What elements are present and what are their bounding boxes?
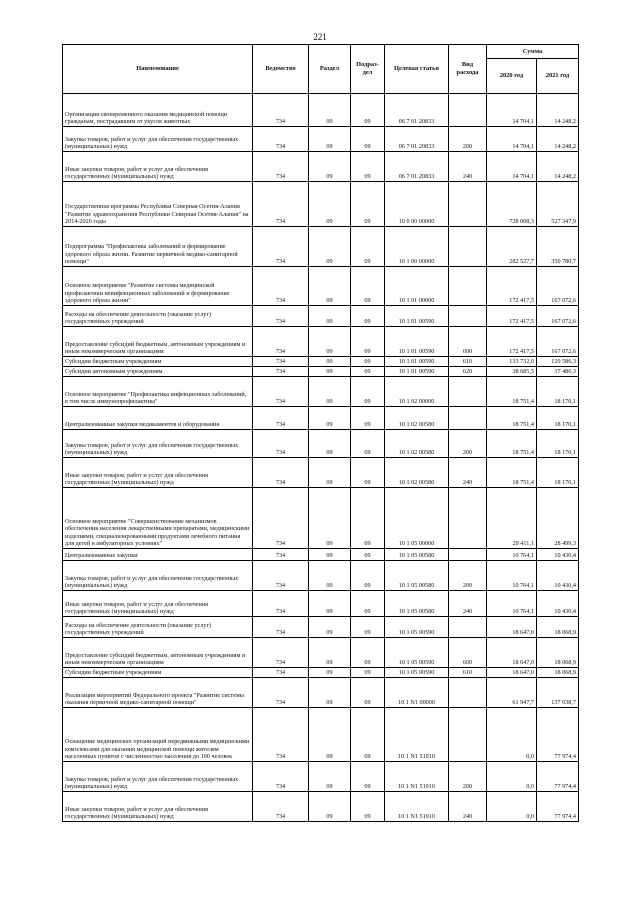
table-row <box>63 488 579 549</box>
row-sum-2021: 18 170,1 <box>537 458 579 488</box>
row-sum-2020: 728 008,3 <box>487 182 537 227</box>
row-name: Подпрограмма "Профилактика заболеваний и формирование здорового образа жизни. Развитие первичной медико-санитарной помощи" <box>63 227 253 267</box>
row-subsection: 09 <box>351 638 385 668</box>
row-sum-2021: 10 430,4 <box>537 591 579 617</box>
row-sum-2020: 29 411,1 <box>487 488 537 549</box>
row-sum-2020: 18 647,0 <box>487 668 537 678</box>
table-row <box>63 152 579 182</box>
row-section: 09 <box>309 430 351 458</box>
row-name: Централизованные закупки <box>63 549 253 561</box>
table-row <box>63 267 579 306</box>
row-sum-2020: 0,0 <box>487 792 537 822</box>
row-subsection: 09 <box>351 488 385 549</box>
row-department: 734 <box>253 327 309 357</box>
row-subsection: 09 <box>351 617 385 638</box>
row-subsection: 09 <box>351 561 385 591</box>
row-target: 10 1 02 00000 <box>385 377 449 407</box>
row-subsection: 09 <box>351 377 385 407</box>
page-number: 221 <box>313 32 327 42</box>
row-section: 09 <box>309 267 351 306</box>
row-sum-2020: 10 764,1 <box>487 549 537 561</box>
row-target: 10 1 01 00000 <box>385 267 449 306</box>
row-subsection: 09 <box>351 152 385 182</box>
row-sum-2021: 18 170,1 <box>537 377 579 407</box>
row-expense-type <box>449 227 487 267</box>
row-department: 734 <box>253 458 309 488</box>
table-row <box>63 430 579 458</box>
row-target: 10 1 01 00590 <box>385 357 449 367</box>
row-target: 10 1 01 00590 <box>385 367 449 377</box>
row-department: 734 <box>253 638 309 668</box>
table-row <box>63 549 579 561</box>
row-sum-2021: 18 068,9 <box>537 617 579 638</box>
row-department: 734 <box>253 94 309 127</box>
row-expense-type <box>449 617 487 638</box>
row-name: Основное мероприятие "Развитие системы медицинской профилактики неинфекционных заболеваний и формирование здорового образа жизни" <box>63 267 253 306</box>
table-row <box>63 668 579 678</box>
row-department: 734 <box>253 488 309 549</box>
row-sum-2021: 18 068,9 <box>537 638 579 668</box>
row-target: 06 7 01 20833 <box>385 127 449 152</box>
row-expense-type <box>449 488 487 549</box>
row-expense-type: 610 <box>449 357 487 367</box>
row-expense-type: 200 <box>449 762 487 792</box>
row-expense-type: 240 <box>449 792 487 822</box>
row-section: 09 <box>309 94 351 127</box>
row-name: Закупка товаров, работ и услуг для обеспечения государственных (муниципальных) нужд <box>63 127 253 152</box>
row-name: Предоставление субсидий бюджетным, автономным учреждениям и иным некоммерческим организациям <box>63 327 253 357</box>
row-expense-type <box>449 377 487 407</box>
row-department: 734 <box>253 227 309 267</box>
row-sum-2021: 10 430,4 <box>537 561 579 591</box>
row-sum-2020: 38 685,5 <box>487 367 537 377</box>
header-year-2020: 2020 год <box>487 59 537 94</box>
row-sum-2021: 167 072,6 <box>537 327 579 357</box>
table-row <box>63 407 579 430</box>
row-sum-2021: 350 780,7 <box>537 227 579 267</box>
row-subsection: 09 <box>351 678 385 708</box>
row-sum-2021: 18 170,1 <box>537 430 579 458</box>
row-name: Субсидии бюджетным учреждениям <box>63 668 253 678</box>
row-name: Реализация мероприятий Федерального проекта "Развитие системы оказания первичной медико-санитарной помощи" <box>63 678 253 708</box>
row-sum-2021: 77 974,4 <box>537 708 579 762</box>
row-section: 09 <box>309 152 351 182</box>
row-name: Расходы на обеспечение деятельности (оказание услуг) государственных учреждений <box>63 306 253 327</box>
row-department: 734 <box>253 678 309 708</box>
row-section: 09 <box>309 127 351 152</box>
row-section: 09 <box>309 182 351 227</box>
row-department: 734 <box>253 182 309 227</box>
header-year-2021: 2021 год <box>537 59 579 94</box>
row-subsection: 09 <box>351 430 385 458</box>
row-expense-type <box>449 94 487 127</box>
row-sum-2021: 14 248,2 <box>537 152 579 182</box>
row-sum-2021: 167 072,6 <box>537 306 579 327</box>
row-subsection: 09 <box>351 407 385 430</box>
table-row <box>63 591 579 617</box>
row-sum-2021: 167 072,6 <box>537 267 579 306</box>
row-sum-2020: 14 704,1 <box>487 127 537 152</box>
row-section: 09 <box>309 617 351 638</box>
row-sum-2020: 0,0 <box>487 708 537 762</box>
row-name: Субсидии бюджетным учреждениям <box>63 357 253 367</box>
row-expense-type <box>449 267 487 306</box>
row-sum-2021: 18 068,9 <box>537 668 579 678</box>
row-sum-2021: 77 974,4 <box>537 762 579 792</box>
row-subsection: 09 <box>351 762 385 792</box>
row-sum-2020: 14 704,1 <box>487 152 537 182</box>
row-target: 10 1 N1 51910 <box>385 708 449 762</box>
row-expense-type <box>449 407 487 430</box>
row-sum-2021: 14 248,2 <box>537 94 579 127</box>
row-sum-2021: 129 586,3 <box>537 357 579 367</box>
row-target: 10 1 05 00590 <box>385 617 449 638</box>
row-target: 10 1 05 00590 <box>385 668 449 678</box>
header-section: Раздел <box>309 45 351 94</box>
row-expense-type: 620 <box>449 367 487 377</box>
table-row <box>63 94 579 127</box>
row-expense-type: 240 <box>449 152 487 182</box>
row-sum-2020: 18 751,4 <box>487 407 537 430</box>
row-expense-type: 200 <box>449 561 487 591</box>
row-department: 734 <box>253 617 309 638</box>
header-subsection: Подраз- дел <box>351 45 385 94</box>
row-target: 10 1 N1 00000 <box>385 678 449 708</box>
row-sum-2021: 77 974,4 <box>537 792 579 822</box>
row-expense-type <box>449 708 487 762</box>
row-name: Иные закупки товаров, работ и услуг для обеспечения государственных (муниципальных) нужд <box>63 152 253 182</box>
row-expense-type: 600 <box>449 638 487 668</box>
row-expense-type: 200 <box>449 127 487 152</box>
table-row <box>63 127 579 152</box>
row-section: 09 <box>309 668 351 678</box>
row-name: Организация своевременного оказания медицинской помощи гражданам, пострадавшим от укусов животных <box>63 94 253 127</box>
row-department: 734 <box>253 668 309 678</box>
table-row <box>63 617 579 638</box>
row-target: 10 1 05 00580 <box>385 591 449 617</box>
table-row <box>63 638 579 668</box>
row-name: Субсидии автономным учреждениям <box>63 367 253 377</box>
row-sum-2020: 172 417,5 <box>487 267 537 306</box>
row-subsection: 09 <box>351 367 385 377</box>
row-subsection: 09 <box>351 792 385 822</box>
row-target: 10 1 01 00590 <box>385 306 449 327</box>
row-name: Закупка товаров, работ и услуг для обеспечения государственных (муниципальных) нужд <box>63 561 253 591</box>
row-target: 10 1 05 00580 <box>385 561 449 591</box>
row-target: 10 1 05 00580 <box>385 549 449 561</box>
row-section: 09 <box>309 367 351 377</box>
row-subsection: 09 <box>351 357 385 367</box>
row-subsection: 09 <box>351 668 385 678</box>
budget-table <box>62 44 579 822</box>
row-sum-2021: 28 499,3 <box>537 488 579 549</box>
row-sum-2020: 18 647,0 <box>487 638 537 668</box>
row-name: Оснащение медицинских организаций передвижными медицинскими комплексами для оказания медицинской помощи жителям населенных пунктов с численностью населения до 100 человек <box>63 708 253 762</box>
table-row <box>63 227 579 267</box>
row-subsection: 09 <box>351 708 385 762</box>
table-row <box>63 708 579 762</box>
table-row <box>63 367 579 377</box>
row-target: 10 1 00 00000 <box>385 227 449 267</box>
row-name: Иные закупки товаров, работ и услуг для обеспечения государственных (муниципальных) нужд <box>63 591 253 617</box>
header-target: Целевая статья <box>385 45 449 94</box>
row-name: Закупка товаров, работ и услуг для обеспечения государственных (муниципальных) нужд <box>63 430 253 458</box>
row-expense-type: 600 <box>449 327 487 357</box>
row-target: 10 1 05 00000 <box>385 488 449 549</box>
row-department: 734 <box>253 127 309 152</box>
row-sum-2020: 0,0 <box>487 762 537 792</box>
row-subsection: 09 <box>351 327 385 357</box>
row-section: 09 <box>309 377 351 407</box>
row-sum-2020: 18 751,4 <box>487 377 537 407</box>
row-subsection: 09 <box>351 267 385 306</box>
row-department: 734 <box>253 357 309 367</box>
row-section: 09 <box>309 549 351 561</box>
row-section: 09 <box>309 762 351 792</box>
row-target: 10 1 02 00580 <box>385 430 449 458</box>
row-subsection: 09 <box>351 227 385 267</box>
row-sum-2021: 137 038,7 <box>537 678 579 708</box>
row-name: Закупка товаров, работ и услуг для обеспечения государственных (муниципальных) нужд <box>63 762 253 792</box>
row-section: 09 <box>309 678 351 708</box>
row-sum-2020: 18 647,0 <box>487 617 537 638</box>
table-row <box>63 377 579 407</box>
table-row <box>63 182 579 227</box>
row-name: Предоставление субсидий бюджетным, автономным учреждениям и иным некоммерческим организациям <box>63 638 253 668</box>
table-row <box>63 357 579 367</box>
header-sum: Сумма <box>487 45 579 59</box>
table-row <box>63 306 579 327</box>
row-department: 734 <box>253 267 309 306</box>
row-section: 09 <box>309 227 351 267</box>
row-section: 09 <box>309 792 351 822</box>
row-expense-type <box>449 678 487 708</box>
row-department: 734 <box>253 792 309 822</box>
row-sum-2020: 10 764,1 <box>487 561 537 591</box>
row-section: 09 <box>309 327 351 357</box>
row-department: 734 <box>253 762 309 792</box>
row-subsection: 09 <box>351 591 385 617</box>
row-target: 10 1 02 00580 <box>385 458 449 488</box>
row-section: 09 <box>309 708 351 762</box>
row-department: 734 <box>253 561 309 591</box>
row-expense-type: 610 <box>449 668 487 678</box>
row-subsection: 09 <box>351 549 385 561</box>
row-sum-2021: 18 170,1 <box>537 407 579 430</box>
row-department: 734 <box>253 152 309 182</box>
row-name: Основное мероприятие "Совершенствование механизмов обеспечения населения лекарственными препаратами, медицинскими изделиями, специализированными продуктами лечебного питания для детей в амбулаторных условиях" <box>63 488 253 549</box>
row-subsection: 09 <box>351 306 385 327</box>
row-target: 06 7 01 20833 <box>385 152 449 182</box>
table-body <box>63 94 579 822</box>
row-subsection: 09 <box>351 127 385 152</box>
row-subsection: 09 <box>351 182 385 227</box>
row-expense-type: 240 <box>449 458 487 488</box>
row-section: 09 <box>309 488 351 549</box>
row-name: Основное мероприятие "Профилактика инфекционных заболеваний, в том числе иммунопрофилактика" <box>63 377 253 407</box>
row-name: Иные закупки товаров, работ и услуг для обеспечения государственных (муниципальных) нужд <box>63 458 253 488</box>
row-section: 09 <box>309 407 351 430</box>
row-sum-2021: 527 347,9 <box>537 182 579 227</box>
row-department: 734 <box>253 407 309 430</box>
row-name: Расходы на обеспечение деятельности (оказание услуг) государственных учреждений <box>63 617 253 638</box>
row-target: 10 1 01 00590 <box>385 327 449 357</box>
row-expense-type <box>449 549 487 561</box>
row-department: 734 <box>253 306 309 327</box>
row-sum-2020: 133 732,0 <box>487 357 537 367</box>
header-name: Наименование <box>63 45 253 94</box>
row-name: Государственная программа Республики Северная Осетия-Алания "Развитие здравоохранения Республики Северная Осетия-Алания" на 2014-2020 годы <box>63 182 253 227</box>
row-sum-2020: 10 764,1 <box>487 591 537 617</box>
row-department: 734 <box>253 367 309 377</box>
row-target: 10 1 05 00590 <box>385 638 449 668</box>
row-expense-type <box>449 182 487 227</box>
row-sum-2020: 172 417,5 <box>487 306 537 327</box>
row-sum-2021: 37 486,3 <box>537 367 579 377</box>
row-expense-type: 240 <box>449 591 487 617</box>
row-department: 734 <box>253 430 309 458</box>
row-sum-2020: 18 751,4 <box>487 458 537 488</box>
row-section: 09 <box>309 458 351 488</box>
row-sum-2020: 18 751,4 <box>487 430 537 458</box>
table-row <box>63 327 579 357</box>
row-subsection: 09 <box>351 458 385 488</box>
row-target: 10 1 02 00580 <box>385 407 449 430</box>
row-name: Иные закупки товаров, работ и услуг для обеспечения государственных (муниципальных) нужд <box>63 792 253 822</box>
row-sum-2021: 14 248,2 <box>537 127 579 152</box>
table-row <box>63 678 579 708</box>
row-sum-2020: 14 704,1 <box>487 94 537 127</box>
row-target: 10 0 00 00000 <box>385 182 449 227</box>
row-sum-2021: 10 430,4 <box>537 549 579 561</box>
header-expense-type: Вид расхода <box>449 45 487 94</box>
row-subsection: 09 <box>351 94 385 127</box>
table-row <box>63 792 579 822</box>
row-sum-2020: 282 527,7 <box>487 227 537 267</box>
row-section: 09 <box>309 638 351 668</box>
table-row <box>63 458 579 488</box>
row-target: 10 1 N1 51910 <box>385 762 449 792</box>
row-section: 09 <box>309 591 351 617</box>
row-section: 09 <box>309 306 351 327</box>
row-name: Централизованные закупки медикаментов и оборудования <box>63 407 253 430</box>
row-section: 09 <box>309 561 351 591</box>
row-department: 734 <box>253 708 309 762</box>
row-section: 09 <box>309 357 351 367</box>
row-expense-type: 200 <box>449 430 487 458</box>
row-department: 734 <box>253 591 309 617</box>
row-department: 734 <box>253 549 309 561</box>
row-sum-2020: 172 417,5 <box>487 327 537 357</box>
row-department: 734 <box>253 377 309 407</box>
row-sum-2020: 61 947,7 <box>487 678 537 708</box>
row-expense-type <box>449 306 487 327</box>
header-department: Ведомство <box>253 45 309 94</box>
table-row <box>63 762 579 792</box>
row-target: 10 1 N1 51910 <box>385 792 449 822</box>
table-row <box>63 561 579 591</box>
row-target: 06 7 01 20833 <box>385 94 449 127</box>
